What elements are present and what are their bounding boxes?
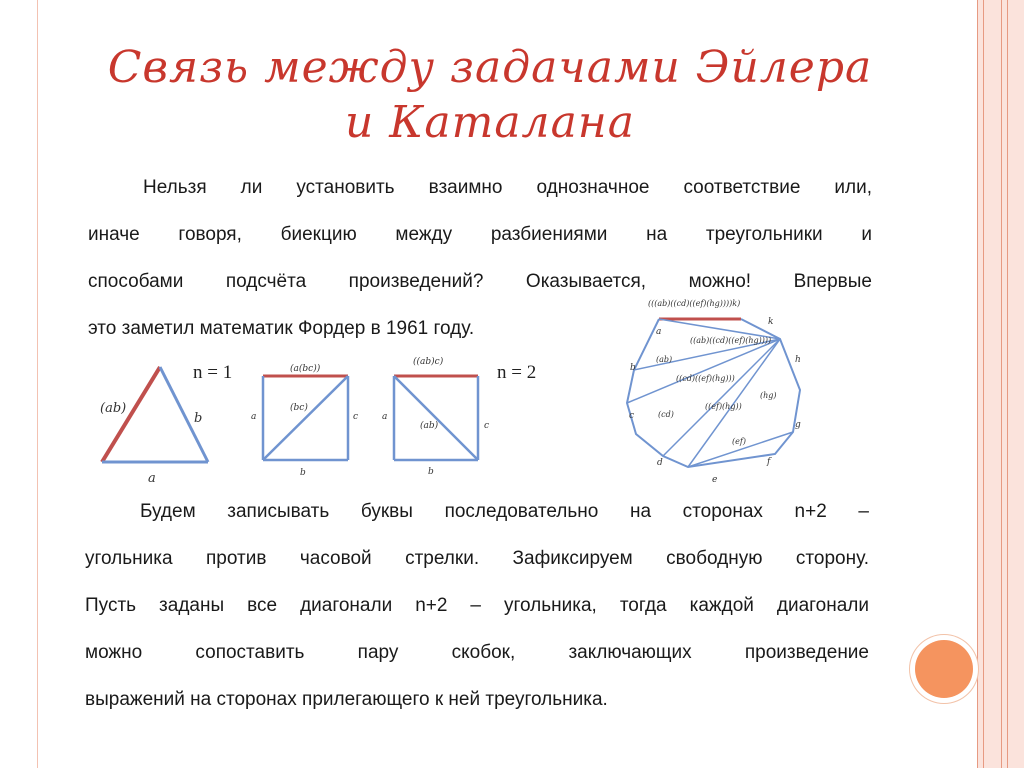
square-1-bottom-label: b	[300, 468, 306, 478]
right-border-line-1	[977, 0, 978, 768]
polygon-side-label: b	[630, 363, 636, 373]
square-2-bottom-label: b	[428, 467, 434, 477]
left-border-line	[37, 0, 38, 768]
right-border-line-3	[1001, 0, 1002, 768]
right-border-line-4	[1007, 0, 1008, 768]
triangle-top-label: (ab)	[100, 401, 127, 416]
polygon-ef-label: (ef)	[732, 437, 746, 446]
square-1-right-label: c	[353, 412, 359, 422]
triangle-bottom-label: a	[148, 471, 156, 485]
square-2-diagonal	[394, 376, 478, 460]
polygon-side-label: d	[657, 458, 663, 468]
polygon-side-label: g	[795, 420, 801, 430]
square-2-diag-label: (ab)	[420, 421, 439, 431]
paragraph-1-line: иначе говоря, биекцию между разбиениями на треугольники и	[88, 224, 872, 245]
polygon-figure	[590, 292, 820, 492]
title-line-2: и Каталана	[344, 97, 636, 148]
paragraph-2	[85, 488, 869, 723]
paragraph-1-line: это заметил математик Фордер в 1961 году.	[88, 318, 475, 339]
polygon-top-label: (((ab)((cd)((ef)(hg))))k)	[648, 299, 741, 308]
paragraph-1-line: способами подсчёта произведений? Оказывается, можно! Впервые	[88, 271, 872, 292]
polygon-cd-label: (cd)	[658, 410, 674, 419]
n1-label: n = 1	[193, 362, 233, 383]
square-2-left-label: a	[382, 412, 388, 422]
square-1-figure	[248, 360, 363, 480]
polygon-side-label: e	[712, 475, 718, 485]
paragraph-1-line: Нельзя ли установить взаимно однозначное соответствие или,	[143, 177, 872, 198]
slide-title	[60, 40, 920, 150]
polygon-side-label: c	[629, 411, 635, 421]
square-1-left-label: a	[251, 412, 257, 422]
square-1-top-label: (a(bc))	[290, 364, 321, 374]
polygon-diag3-label: ((ef)(hg))	[705, 402, 742, 411]
polygon-diag1-label: ((ab)((cd)((ef)(hg))))	[690, 336, 772, 345]
paragraph-2-line: Пусть заданы все диагонали n+2 – угольника, тогда каждой диагонали	[85, 595, 869, 616]
title-line-1: Связь между задачами Эйлера	[107, 42, 873, 93]
paragraph-2-line: выражений на сторонах прилегающего к ней треугольника.	[85, 689, 608, 710]
right-border-line-2	[983, 0, 984, 768]
polygon-side-label: h	[795, 355, 801, 365]
square-1-diag-label: (bc)	[290, 403, 308, 413]
polygon-ab-label: (ab)	[656, 355, 673, 364]
square-2-top-label: ((ab)c)	[413, 357, 444, 367]
triangle-right-label: b	[194, 411, 203, 426]
polygon-side-label: f	[767, 457, 771, 467]
paragraph-2-line: угольника против часовой стрелки. Зафиксируем свободную сторону.	[85, 548, 869, 569]
paragraph-2-line: можно сопоставить пару скобок, заключающих произведение	[85, 642, 869, 663]
square-2-right-label: c	[484, 421, 490, 431]
square-2-figure	[378, 352, 493, 482]
polygon-side-label: a	[656, 327, 662, 337]
polygon-side-label: k	[768, 317, 774, 327]
n2-label: n = 2	[497, 362, 537, 383]
polygon-hg-label: (hg)	[760, 391, 777, 400]
polygon-diag2-label: ((cd)((ef)(hg)))	[676, 374, 735, 383]
triangle-figure	[90, 360, 220, 485]
square-1-diagonal	[263, 376, 348, 460]
decorative-orange-circle	[915, 640, 973, 698]
paragraph-2-line: Будем записывать буквы последовательно на сторонах n+2 –	[140, 501, 869, 522]
